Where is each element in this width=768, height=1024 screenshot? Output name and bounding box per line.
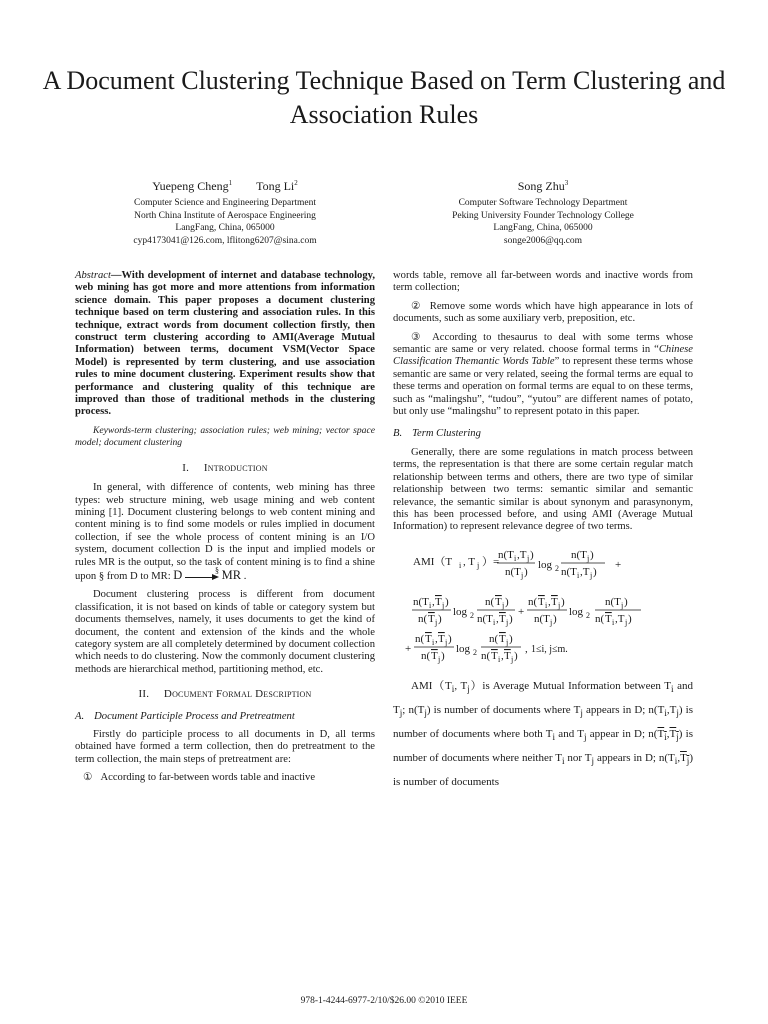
subsection-heading-term-clustering: B. Term Clustering	[393, 428, 481, 440]
svg-text:j: j	[435, 617, 438, 627]
intro-paragraph-1: In general, with difference of contents, web mining has three types: web structure mining, web usage mining and web content mining [1]. Document clustering belongs to web content mining and content mining is to find some models or rules implied in document collection, if see the whole process of content mining is an I/O system, document collection D is the input and implied models or rules MR is the output, so the task of content mining is to find a shine upon § from D to MR: D § MR .	[75, 482, 375, 582]
svg-text:T: T	[499, 612, 506, 625]
svg-text:n(T: n(T	[534, 612, 550, 625]
svg-text:,: ,	[496, 612, 499, 625]
svg-text:n(: n(	[528, 595, 538, 608]
svg-text:i: i	[545, 600, 548, 610]
abstract	[75, 270, 375, 419]
author-names: Song Zhu$^3$	[517, 179, 569, 193]
formula-line-2	[412, 596, 641, 627]
svg-text:T: T	[504, 649, 511, 662]
svg-text:j: j	[477, 560, 480, 570]
author-dept: Computer Software Technology Department	[458, 198, 628, 208]
svg-text:): )	[624, 595, 628, 608]
svg-text:n(T: n(T	[498, 548, 514, 561]
svg-text:,T: ,T	[517, 548, 527, 561]
svg-text:n(: n(	[595, 612, 605, 625]
abstract-body: —With development of internet and database technology, web mining has got more and more attentions from information science domain. This paper proposes a document clustering technique based on term clustering and association rules. In this technique, extract words from document collection firstly, then construct term clustering according to AMI(Average Mutual Information) between terms, document VSM(Vector Space Model) is represented by term clustering, and use association rules to mine document clustering. Experiment results show that performance and clustering quality of this technique are improved than those of traditional methods in the clustering process.	[75, 270, 375, 418]
section-heading-introduction: I. Introduction	[182, 461, 268, 474]
svg-text:i: i	[498, 654, 501, 664]
svg-text:i: i	[612, 617, 615, 627]
right-column	[393, 270, 693, 799]
svg-text:T: T	[605, 612, 612, 625]
svg-text:T: T	[499, 632, 506, 645]
svg-text:AMI（T: AMI（T	[413, 555, 453, 568]
intro-paragraph-2: Document clustering process is different from document classification, it is not based on kinds of table or category system but documents themselves, namely, it uses documents to get the kind of document, the content and extension of the kinds and the whole category system are all completely determined by document collection which needs to do clustering. Now the commonly document clustering methods are hierarchical method, partitioning method, etc.	[75, 589, 375, 675]
svg-text:i: i	[459, 560, 462, 570]
author-city: LangFang, China, 065000	[493, 223, 593, 234]
svg-text:T: T	[438, 632, 445, 645]
formula-line-3	[405, 633, 568, 664]
ami-definition-paragraph: $AMI(T_i$, $T_j)is$ Average Mutual Information between $T_i$ and $T_j$; $n(T_j)$ is number of documents where $T_j$ appears in D; $n(T_i,T_j)$ is number of documents where both $T_i$ and $T_j$ appear in D; $n(T_i,T_j)$ is number of documents where neither $T_i$ nor $T_j$ appears in D; $n(T_i,T_j)$ is number of documents	[393, 679, 694, 789]
ami-formula	[393, 540, 693, 670]
list-item-1: ① According to far-between words table and inactive	[83, 772, 316, 784]
author-institute: Peking University Founder Technology College	[452, 210, 634, 221]
svg-text:T: T	[425, 632, 432, 645]
svg-text:,T: ,T	[615, 612, 625, 625]
svg-text:): )	[593, 565, 597, 578]
svg-text:): )	[514, 649, 518, 662]
svg-text:j: j	[590, 570, 593, 580]
paper-title: A Document Clustering Technique Based on Term Clustering and Association Rules	[42, 66, 726, 129]
svg-text:log: log	[453, 605, 468, 618]
svg-text:,: ,	[432, 595, 435, 608]
svg-text:i: i	[514, 553, 517, 563]
author-block-1	[75, 176, 375, 248]
svg-text:2: 2	[555, 563, 559, 573]
svg-text:j: j	[527, 553, 530, 563]
svg-text:,: ,	[435, 632, 438, 645]
svg-text:j: j	[445, 637, 448, 647]
svg-text:,: ,	[525, 642, 528, 655]
svg-text:T: T	[435, 595, 442, 608]
svg-text:,: ,	[501, 649, 504, 662]
author-institute: North China Institute of Aerospace Engineering	[134, 210, 316, 221]
svg-text:+: +	[518, 605, 525, 618]
svg-text:): )	[505, 595, 509, 608]
svg-text:j: j	[558, 600, 561, 610]
svg-text:j: j	[502, 600, 505, 610]
svg-text:T: T	[431, 649, 438, 662]
svg-text:T: T	[538, 595, 545, 608]
svg-text:T: T	[428, 612, 435, 625]
abstract-lead: Abstract	[75, 270, 111, 281]
svg-text:j: j	[506, 637, 509, 647]
svg-text:n(T: n(T	[413, 595, 429, 608]
svg-text:+: +	[405, 642, 412, 655]
keywords: Keywords-term clustering; association rules; web mining; vector space model; document clustering	[75, 424, 375, 449]
list-item-1-continued: words table, remove all far-between words and inactive words from term collection;	[393, 270, 693, 294]
svg-text:): )	[553, 612, 557, 625]
svg-text:, T: , T	[463, 555, 476, 568]
section-heading-formal-description: II. Document Formal Description	[138, 688, 312, 701]
svg-text:n(T: n(T	[561, 565, 577, 578]
svg-text:): )	[524, 565, 528, 578]
svg-text:T: T	[495, 595, 502, 608]
svg-text:n(: n(	[418, 612, 428, 625]
svg-text:n(: n(	[485, 595, 495, 608]
svg-text:）=: ）=	[482, 555, 500, 568]
svg-text:2: 2	[470, 610, 474, 620]
list-item-3: ③ According to thesaurus to deal with some terms whose semantic are same or very related. choose formal terms in “Chinese Classification Themantic Words Table” to represent these terms whose semantic are same or very related, seeing the formal terms are equal to these terms and operation on formal terms are equal to on these terms, such as “malingshu”, “tudou”, “yutou” are different names of potato, but only use “malingshu” to represent potato in this paper.	[393, 331, 694, 418]
svg-text:n(: n(	[421, 649, 431, 662]
svg-text:): )	[445, 595, 449, 608]
subsection-heading-participle: A. Document Participle Process and Pretreatment	[75, 710, 295, 722]
svg-text:n(T: n(T	[477, 612, 493, 625]
svg-text:): )	[590, 548, 594, 561]
svg-text:log: log	[538, 558, 553, 571]
svg-text:j: j	[506, 617, 509, 627]
svg-text:i: i	[493, 617, 496, 627]
formula-range: 1≤i, j≤m.	[531, 643, 568, 655]
svg-text:): )	[561, 595, 565, 608]
svg-text:i: i	[432, 637, 435, 647]
author-email: cyp4173041@126.com, lflitong6207@sina.com	[133, 236, 317, 247]
svg-text:j: j	[550, 617, 553, 627]
pretreatment-paragraph: Firstly do participle process to all documents in D, all terms obtained have formed a term collection, then do pretreatment to the term collection, the main steps of pretreatment are:	[75, 729, 375, 765]
svg-text:): )	[441, 649, 445, 662]
svg-text:j: j	[442, 600, 445, 610]
svg-text:,: ,	[548, 595, 551, 608]
svg-text:T: T	[551, 595, 558, 608]
svg-text:log: log	[569, 605, 584, 618]
svg-text:j: j	[511, 654, 514, 664]
formula-line-1	[413, 549, 621, 580]
svg-text:n(T: n(T	[605, 595, 621, 608]
svg-text:j: j	[625, 617, 628, 627]
svg-text:log: log	[456, 642, 471, 655]
svg-text:2: 2	[473, 647, 477, 657]
svg-text:): )	[438, 612, 442, 625]
author-names: Yuepeng Cheng$^1$ Tong Li$^2$	[152, 179, 298, 193]
author-block-2	[393, 176, 693, 248]
svg-text:): )	[530, 548, 534, 561]
svg-text:+: +	[615, 558, 622, 571]
svg-text:): )	[509, 612, 513, 625]
svg-text:j: j	[521, 570, 524, 580]
svg-text:n(: n(	[415, 632, 425, 645]
svg-text:j: j	[587, 553, 590, 563]
svg-text:n(T: n(T	[505, 565, 521, 578]
svg-text:): )	[448, 632, 452, 645]
svg-text:i: i	[429, 600, 432, 610]
svg-text:): )	[628, 612, 632, 625]
svg-text:n(T: n(T	[571, 548, 587, 561]
author-dept: Computer Science and Engineering Department	[133, 198, 317, 208]
term-clustering-paragraph: Generally, there are some regulations in match process between terms, the representation is that there are some certain regular match relationship between terms and others, there are two type of similar relationship between two terms: semantic similar and semantic relevance, the semantic similar is about synonym and parasynonym, this has been processed before, and using AMI (Average Mutual Information) to represent relevance degree of two terms.	[393, 446, 693, 533]
svg-text:j: j	[438, 654, 441, 664]
svg-text:,T: ,T	[580, 565, 590, 578]
left-column	[75, 270, 375, 791]
list-item-2: ② Remove some words which have high appearance in lots of documents, such as some auxiliary verb, preposition, etc.	[393, 300, 694, 325]
author-email: songe2006@qq.com	[503, 236, 583, 247]
svg-text:): )	[509, 632, 513, 645]
copyright-footer: 978-1-4244-6977-2/10/$26.00 ©2010 IEEE	[300, 996, 468, 1006]
svg-text:n(: n(	[489, 632, 499, 645]
author-city: LangFang, China, 065000	[175, 223, 275, 234]
svg-text:T: T	[491, 649, 498, 662]
svg-text:2: 2	[586, 610, 590, 620]
svg-text:j: j	[621, 600, 624, 610]
svg-text:n(: n(	[481, 649, 491, 662]
svg-text:i: i	[577, 570, 580, 580]
